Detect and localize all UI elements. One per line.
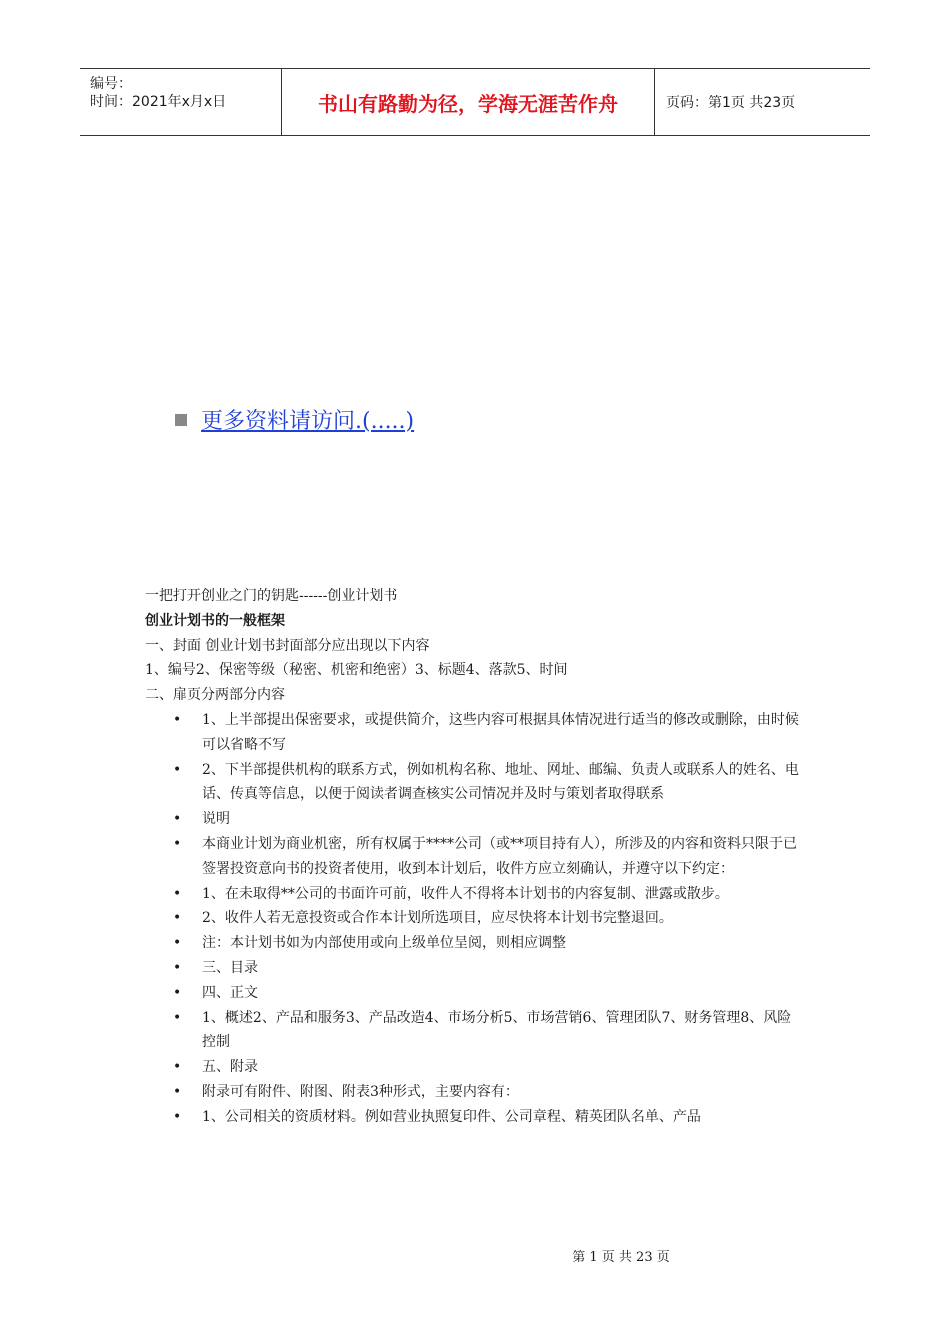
list-item-text: 1、上半部提出保密要求，或提供简介，这些内容可根据具体情况进行适当的修改或删除，由时候可以省略不写 — [202, 711, 799, 753]
list-item — [145, 1105, 800, 1130]
bullet-icon: • — [173, 835, 182, 852]
bullet-icon: • — [173, 1083, 182, 1100]
bullet-icon: • — [173, 1059, 182, 1076]
bullet-icon: • — [173, 984, 182, 1001]
list-item-text: 说明 — [202, 811, 230, 828]
list-item — [145, 1080, 800, 1105]
list-item-text: 三、目录 — [202, 959, 258, 976]
list-item — [145, 807, 800, 832]
bullet-icon: • — [173, 711, 182, 728]
bullet-icon: • — [173, 1108, 182, 1125]
bullet-icon: • — [173, 885, 182, 902]
header-table — [80, 68, 870, 136]
list-item — [145, 981, 800, 1006]
list-item-text: 1、公司相关的资质材料。例如营业执照复印件、公司章程、精英团队名单、产品 — [202, 1108, 701, 1125]
list-item — [145, 882, 800, 907]
number-label: 编号： — [90, 76, 132, 92]
list-item-text: 附录可有附件、附图、附表3种形式，主要内容有： — [202, 1083, 519, 1100]
list-item-text: 2、下半部提供机构的联系方式，例如机构名称、地址、网址、邮编、负责人或联系人的姓名、电话、传真等信息，以便于阅读者调查核实公司情况并及时与策划者取得联系 — [202, 761, 799, 803]
list-item — [145, 832, 800, 882]
list-item-text: 1、在未取得**公司的书面许可前，收件人不得将本计划书的内容复制、泄露或散步。 — [202, 885, 729, 902]
section-heading: 创业计划书的一般框架 — [145, 612, 285, 629]
bullet-icon: • — [173, 910, 182, 927]
list-item-text: 注：本计划书如为内部使用或向上级单位呈阅，则相应调整 — [202, 935, 566, 952]
intro-line: 一把打开创业之门的钥匙------创业计划书 — [145, 588, 398, 604]
body-line: 二、扉页分两部分内容 — [145, 687, 285, 704]
list-item — [145, 931, 800, 956]
list-item — [145, 708, 800, 758]
list-item-text: 本商业计划为商业机密，所有权属于****公司（或**项目持有人），所涉及的内容和资料只限于已签署投资意向书的投资者使用，收到本计划后，收件方应立刻确认，并遵守以下约定： — [202, 835, 797, 877]
list-item-text: 四、正文 — [202, 984, 258, 1001]
list-item — [145, 758, 800, 808]
list-item — [145, 906, 800, 931]
header-meta-cell — [80, 69, 282, 135]
page-footer: 第 1 页 共 23 页 — [572, 1250, 670, 1265]
list-item — [145, 1006, 800, 1056]
bullet-icon: • — [173, 811, 182, 828]
list-item — [145, 956, 800, 981]
bullet-list — [145, 708, 825, 1130]
more-info-row — [175, 404, 414, 435]
list-item-text: 2、收件人若无意投资或合作本计划所选项目，应尽快将本计划书完整退回。 — [202, 910, 673, 927]
time-label: 时间：2021年x月x日 — [90, 94, 227, 110]
bullet-icon: • — [173, 1009, 182, 1026]
body-line: 1、编号2、保密等级（秘密、机密和绝密）3、标题4、落款5、时间 — [145, 662, 568, 679]
bullet-icon: • — [173, 761, 182, 778]
body-line: 一、封面 创业计划书封面部分应出现以下内容 — [145, 637, 430, 654]
more-info-link[interactable]: 更多资料请访问.(.....) — [201, 409, 415, 434]
motto: 书山有路勤为径，学海无涯苦作舟 — [282, 69, 655, 135]
list-item — [145, 1055, 800, 1080]
bullet-icon: • — [173, 935, 182, 952]
page-info: 页码：第1页 共23页 — [666, 95, 796, 111]
list-item-text: 五、附录 — [202, 1059, 258, 1076]
square-bullet-icon — [175, 414, 187, 426]
document-body — [145, 584, 825, 1130]
list-item-text: 1、概述2、产品和服务3、产品改造4、市场分析5、市场营销6、管理团队7、财务管理8、风险控制 — [202, 1009, 792, 1051]
bullet-icon: • — [173, 959, 182, 976]
